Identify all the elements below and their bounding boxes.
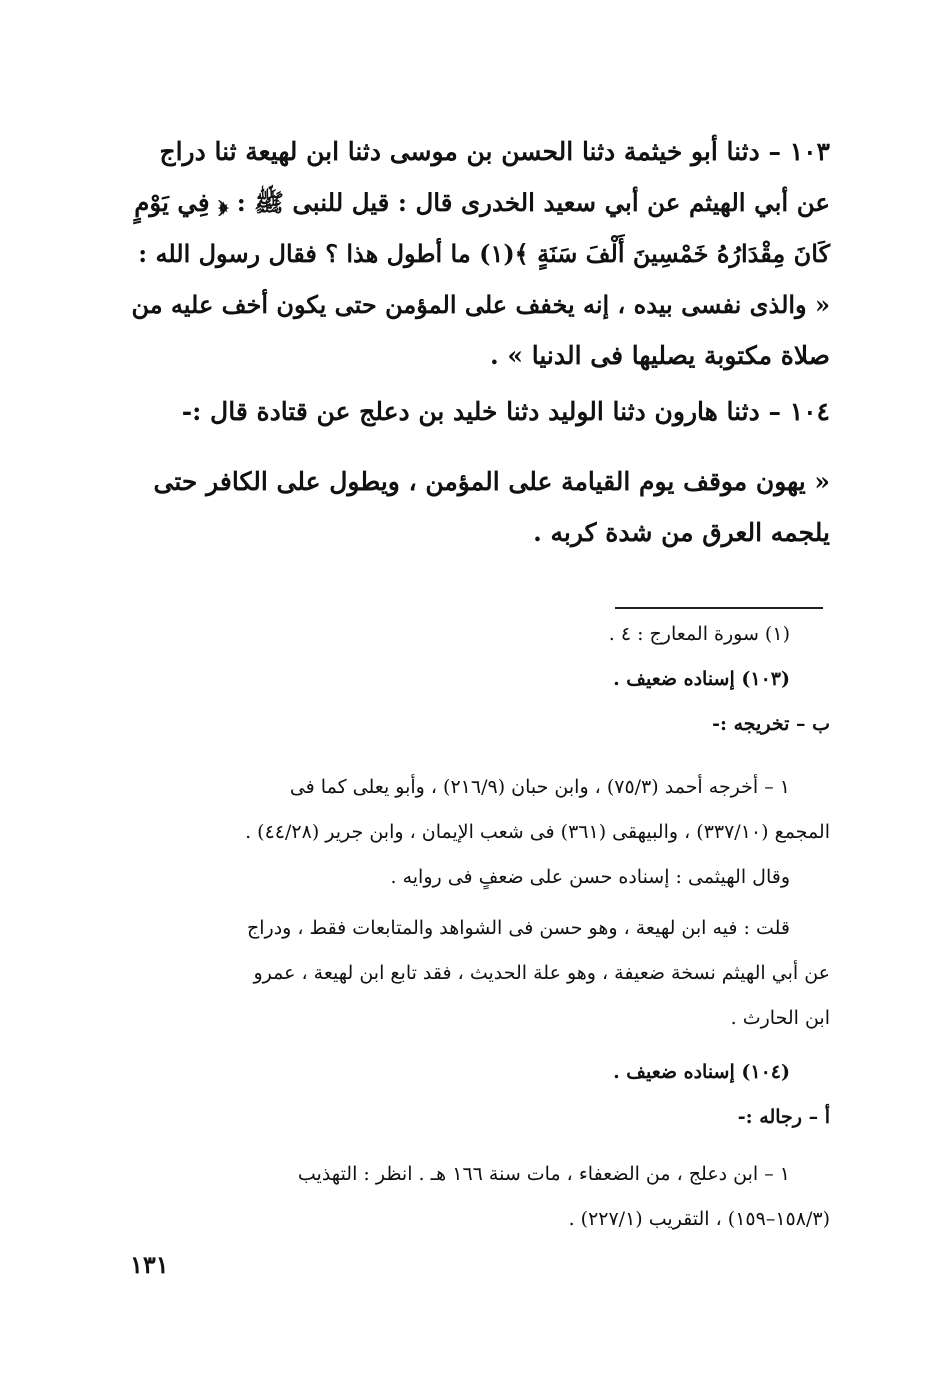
footnotes-104 [130,1050,830,1140]
rijal-heading: أ – رجاله :- [737,1106,830,1128]
hadith-103 [130,126,830,381]
qultu-block [130,906,830,1041]
qultu-line-3: ابن الحارث . [730,1007,830,1029]
takhrij-block [130,765,830,900]
footnote-1: (١) سورة المعارج : ٤ . [608,623,790,645]
hadith-104 [130,386,830,437]
hadith-number: ١٠٣ [789,137,830,166]
hadith-104-text [130,456,830,558]
hadith-103-line-3: كَانَ مِقْدَارُهُ خَمْسِينَ أَلْفَ سَنَةٍ ﴾(١) ما أطول هذا ؟ فقال رسول الله : [138,239,830,268]
takhrij-heading: ب – تخريجه :- [712,713,830,735]
qultu-line-1: قلت : فيه ابن لهيعة ، وهو حسن فى الشواهد والمتابعات فقط ، ودراج [246,917,790,939]
rijal-block [130,1152,830,1242]
hadith-103-line-1: ١٠٣ – دثنا أبو خيثمة دثنا الحسن بن موسى دثنا ابن لهيعة ثنا دراج [159,137,830,166]
haythami-note: وقال الهيثمى : إسناده حسن على ضعفٍ فى روايه . [390,866,790,888]
hadith-number: ١٠٤ [789,397,830,426]
rijal-line-2: (١٥٨/٣–١٥٩) ، التقريب (٢٢٧/١) . [568,1208,830,1230]
hadith-104-line-3: يلجمه العرق من شدة كربه . [533,518,830,547]
footnote-104: (١٠٤) إسناده ضعيف . [613,1061,790,1083]
hadith-103-line-4: « والذى نفسى بيده ، إنه يخفف على المؤمن حتى يكون أخف عليه من [131,290,830,319]
hadith-104-line-1: ١٠٤ – دثنا هارون دثنا الوليد دثنا خليد بن دعلج عن قتادة قال :- [181,397,830,426]
hadith-104-line-2: « يهون موقف يوم القيامة على المؤمن ، ويطول على الكافر حتى [153,467,830,496]
hadith-103-line-2: عن أبي الهيثم عن أبي سعيد الخدرى قال : قيل للنبى ﷺ : ﴿ فِي يَوْمٍ [134,188,830,217]
footnote-103: (١٠٣) إسناده ضعيف . [613,668,790,690]
hadith-103-line-5: صلاة مكتوبة يصليها فى الدنيا » . [489,341,830,370]
footnotes-top [130,612,830,747]
rijal-line-1: ١ – ابن دعلج ، من الضعفاء ، مات سنة ١٦٦ هـ . انظر : التهذيب [297,1163,790,1185]
qultu-line-2: عن أبي الهيثم نسخة ضعيفة ، وهو علة الحديث ، فقد تابع ابن لهيعة ، عمرو [253,962,830,984]
page-number: ١٣١ [130,1250,169,1279]
takhrij-line-1: ١ – أخرجه أحمد (٧٥/٣) ، وابن حبان (٢١٦/٩) ، وأبو يعلى كما فى [289,776,790,798]
takhrij-line-2: المجمع (٣٣٧/١٠) ، والبيهقى (٣٦١) فى شعب الإيمان ، وابن جرير (٤٤/٢٨) . [245,821,830,843]
footnote-separator [615,607,823,609]
